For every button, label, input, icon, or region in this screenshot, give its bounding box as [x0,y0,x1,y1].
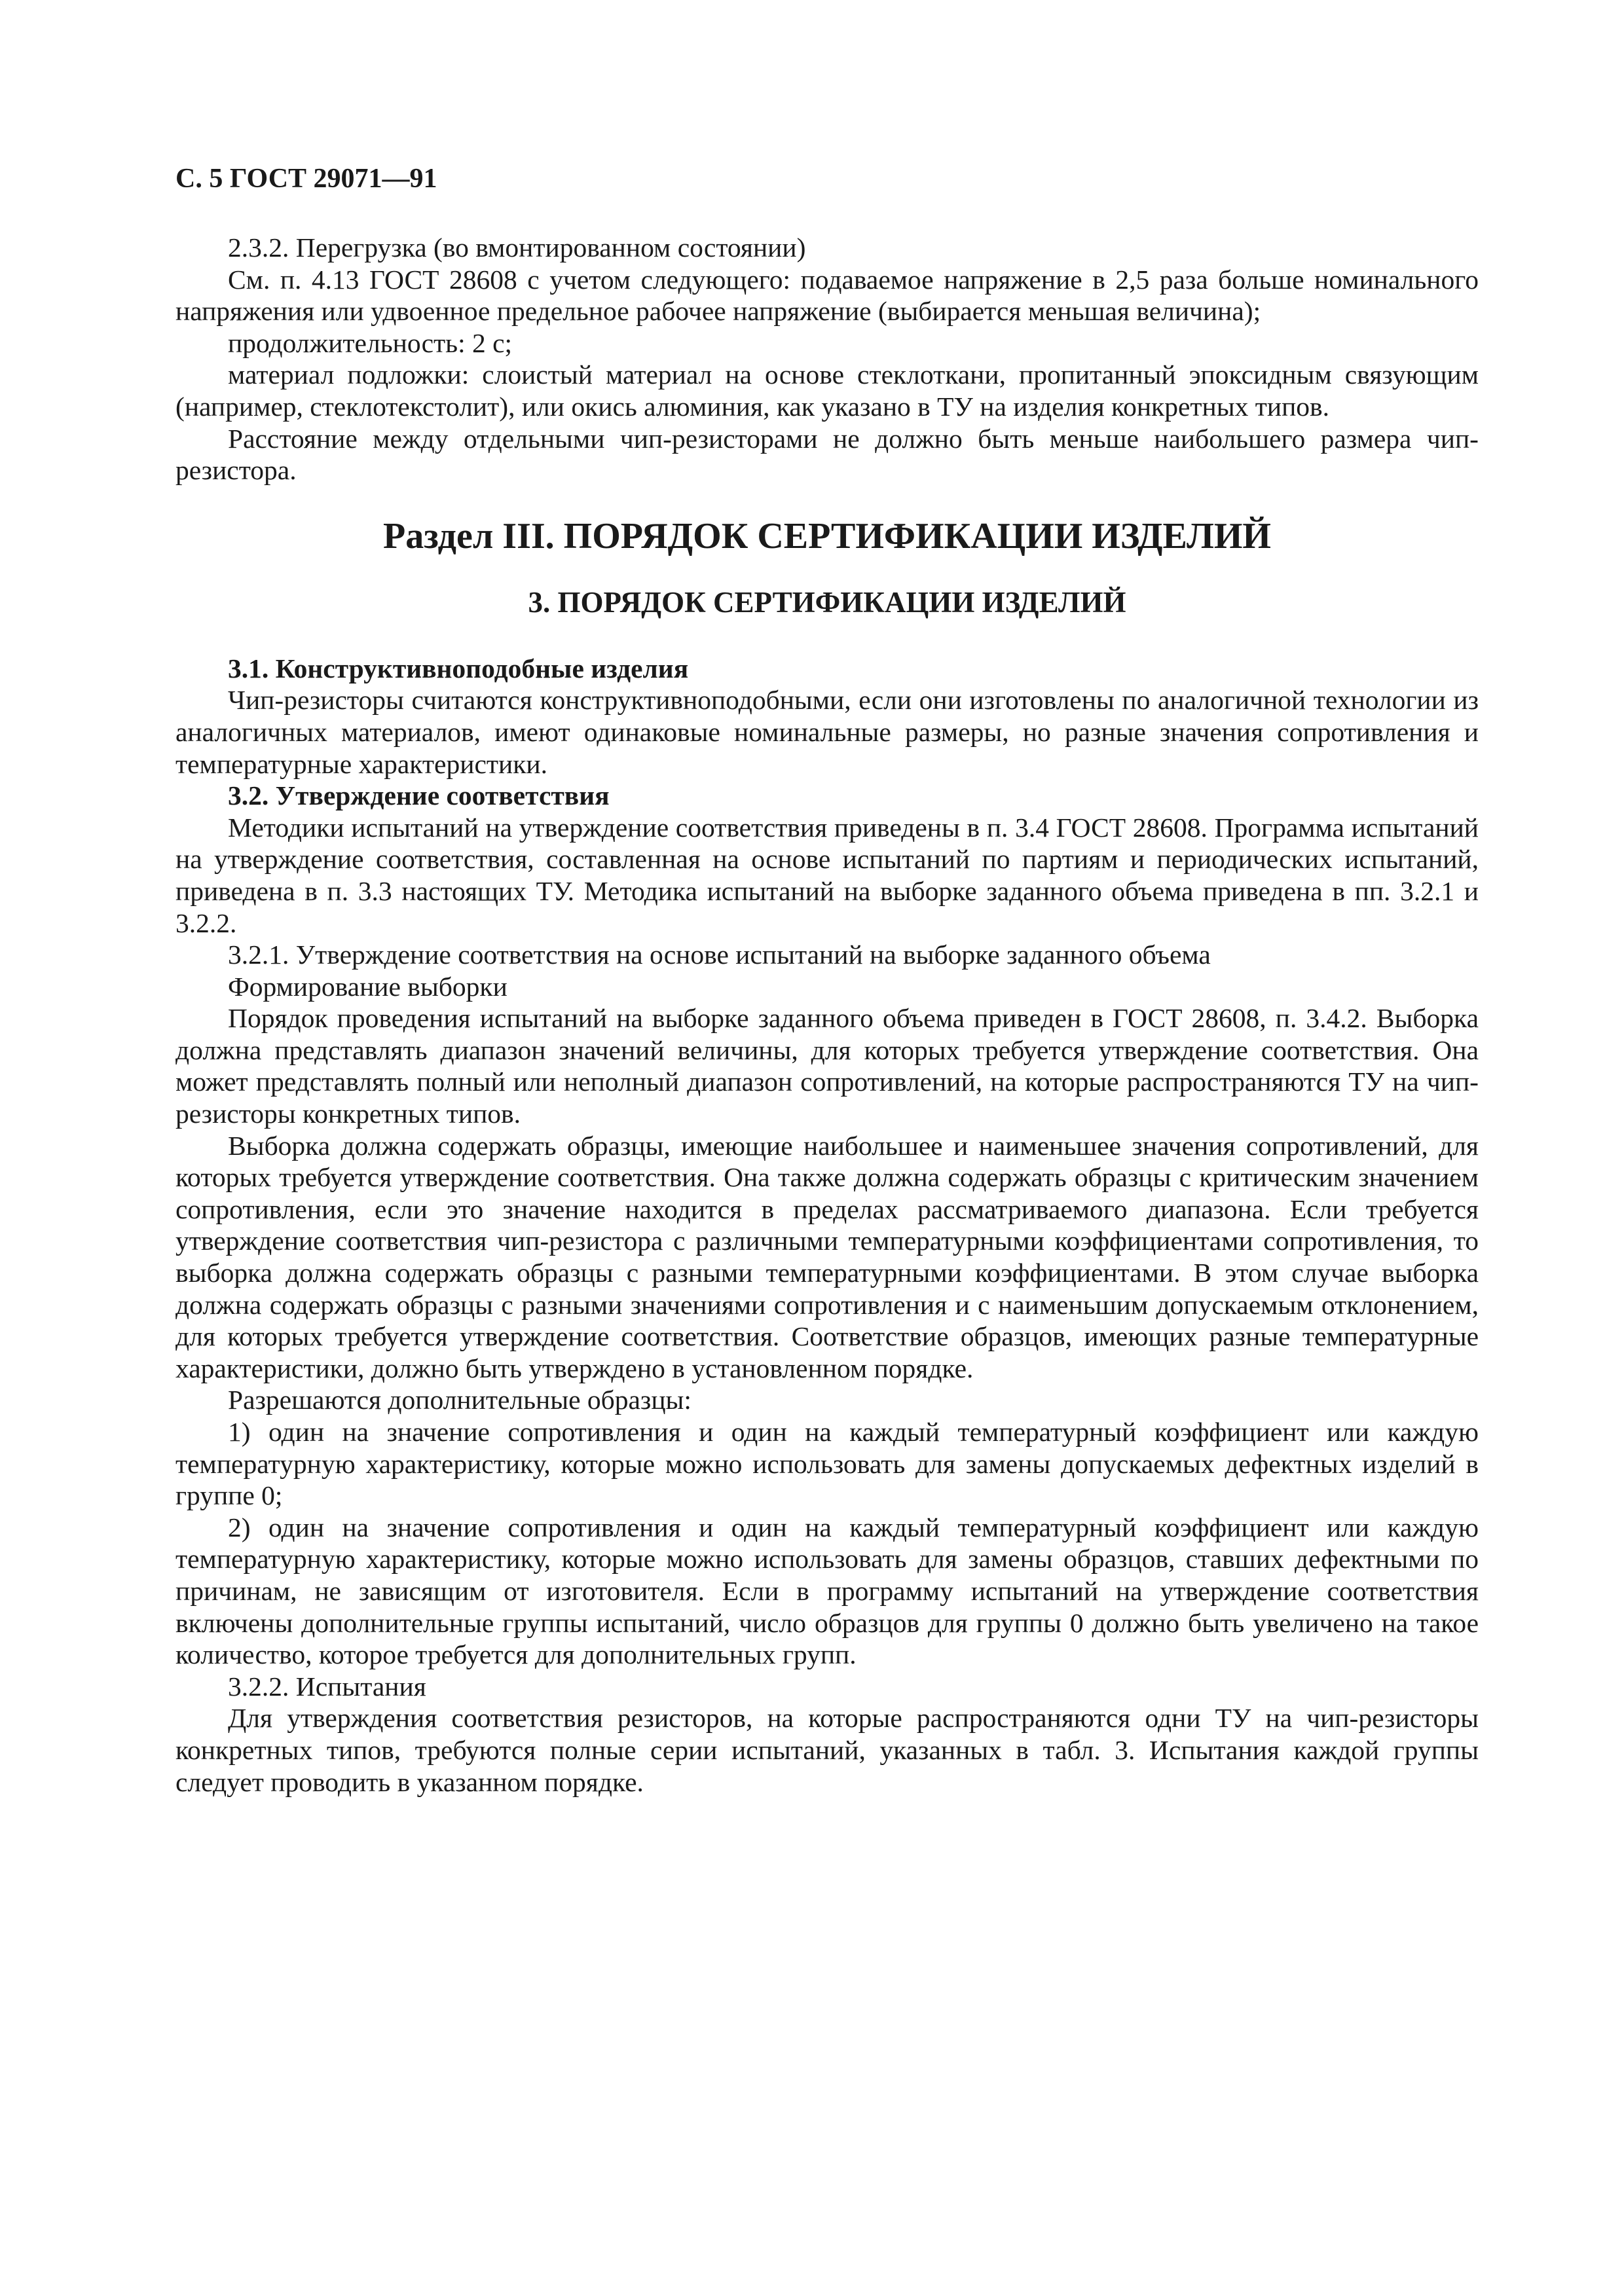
page-header: С. 5 ГОСТ 29071—91 [175,164,437,194]
section-title: Раздел III. ПОРЯДОК СЕРТИФИКАЦИИ ИЗДЕЛИЙ [382,515,1271,556]
duration-item: продолжительность: 2 с; [228,327,513,358]
clause-3-1-heading: 3.1. Конструктивноподобные изделия [228,653,689,683]
clause-3-2-1-heading: 3.2.1. Утверждение соответствия на основе испытаний на выборке заданного объема [228,939,1211,970]
additional-sample-item-2: 2) один на значение сопротивления и один на каждый температурный коэффициент или каждую температурную характеристику, которые можно использовать для замены образцов, ставших дефектными по причинам, не зависящим от изготовителя. Если в программу испытаний на утверждение соответствия включены дополнительные группы испытаний, число образцов для группы 0 должно быть увеличено на такое количество, которое требуется для дополнительных групп. [175,1512,1479,1670]
sample-formation-heading: Формирование выборки [228,971,507,1002]
sample-procedure-text: Порядок проведения испытаний на выборке заданного объема приведен в ГОСТ 28608, п. 3.4.2. Выборка должна представлять диапазон значений величины, для которых требуется утверждение соответствия. Она может представлять полный или неполный диапазон сопротивлений, на которые распространяются ТУ на чип-резисторы конкретных типов. [175,1003,1479,1129]
chapter-title: 3. ПОРЯДОК СЕРТИФИКАЦИИ ИЗДЕЛИЙ [528,585,1126,619]
additional-samples-intro: Разрешаются дополнительные образцы: [228,1385,692,1415]
additional-sample-item-1: 1) один на значение сопротивления и один на каждый температурный коэффициент или каждую температурную характеристику, которые можно использовать для замены допускаемых дефектных изделий в группе 0; [175,1417,1479,1511]
spacing-requirement: Расстояние между отдельными чип-резисторами не должно быть меньше наибольшего размера чип-резистора. [175,423,1479,486]
overload-description: См. п. 4.13 ГОСТ 28608 с учетом следующего: подаваемое напряжение в 2,5 раза больше номинального напряжения или удвоенное предельное рабочее напряжение (выбирается меньшая величина); [175,264,1479,327]
sample-content-text: Выборка должна содержать образцы, имеющие наибольшее и наименьшее значения сопротивлений, для которых требуется утверждение соответствия. Она также должна содержать образцы с критическим значением сопротивления, если это значение находится в пределах рассматриваемого диапазона. Если требуется утверждение соответствия чип-резистора с различными температурными коэффициентами сопротивления, то выборка должна содержать образцы с разными температурными коэффициентами. В этом случае выборка должна содержать образцы с разными значениями сопротивления и с наименьшим допускаемым отклонением, для которых требуется утверждение соответствия. Соответствие образцов, имеющих разные температурные характеристики, должно быть утверждено в установленном порядке. [175,1130,1479,1383]
page-content [175,162,1479,1798]
substrate-material-item: материал подложки: слоистый материал на основе стеклоткани, пропитанный эпоксидным связующим (например, стеклотекстолит), или окись алюминия, как указано в ТУ на изделия конкретных типов. [175,359,1479,422]
clause-3-2-2-text: Для утверждения соответствия резисторов, на которые распространяются одни ТУ на чип-резисторы конкретных типов, требуются полные серии испытаний, указанных в табл. 3. Испытания каждой группы следует проводить в указанном порядке. [175,1703,1479,1797]
clause-3-2-2-heading: 3.2.2. Испытания [228,1671,426,1702]
clause-3-2-text: Методики испытаний на утверждение соответствия приведены в п. 3.4 ГОСТ 28608. Программа испытаний на утверждение соответствия, составленная на основе испытаний по партиям и периодических испытаний, приведена в п. 3.3 настоящих ТУ. Методика испытаний на выборке заданного объема приведена в пп. 3.2.1 и 3.2.2. [175,812,1479,938]
clause-2-3-2-heading: 2.3.2. Перегрузка (во вмонтированном состоянии) [228,232,806,263]
clause-3-1-text: Чип-резисторы считаются конструктивноподобными, если они изготовлены по аналогичной технологии из аналогичных материалов, имеют одинаковые номинальные размеры, но разные значения сопротивления и температурные характеристики. [175,685,1479,779]
clause-3-2-heading: 3.2. Утверждение соответствия [228,780,610,811]
